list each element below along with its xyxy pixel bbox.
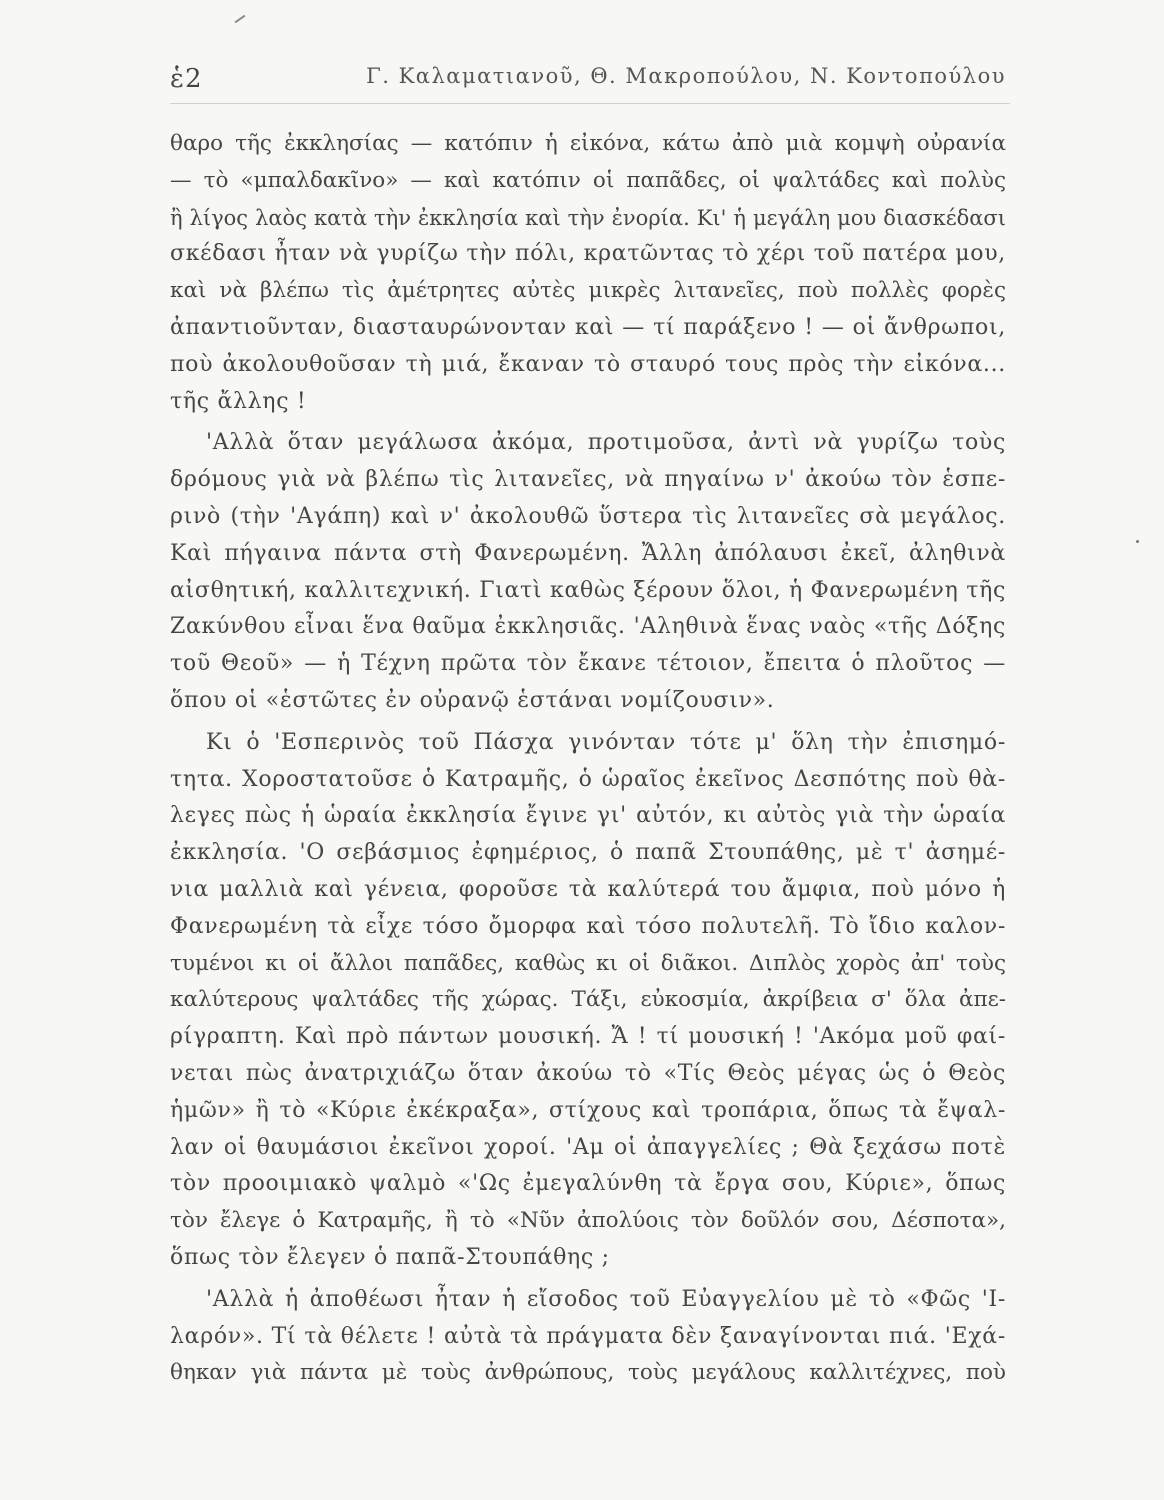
text-body bbox=[170, 126, 1006, 1392]
text-line: ρινὸ (τὴν 'Αγάπη) καὶ ν' ἀκολουθῶ ὕστερα τὶς λιτανεῖες σὰ μεγάλος. bbox=[170, 503, 1006, 529]
text-line: ἀπαντιοῦνταν, διασταυρώνονταν καὶ — τί παράξενο ! — οἱ ἄνθρωποι, bbox=[170, 314, 1006, 340]
text-line: ὅπως τὸν ἔλεγεν ὁ παπᾶ-Στουπάθης ; bbox=[170, 1244, 610, 1270]
text-line: καλύτερους ψαλτάδες τῆς χώρας. Τάξι, εὐκοσμία, ἀκρίβεια σ' ὅλα ἀπε- bbox=[170, 987, 1006, 1013]
text-line: 'Αλλὰ ὅταν μεγάλωσα ἀκόμα, προτιμοῦσα, ἀντὶ νὰ γυρίζω τοὺς bbox=[206, 430, 1006, 456]
page-number: ἑ2 bbox=[170, 64, 203, 94]
text-line: δρόμους γιὰ νὰ βλέπω τὶς λιτανεῖες, νὰ πηγαίνω ν' ἀκούω τὸν ἑσπε- bbox=[170, 467, 1006, 493]
text-line: αἰσθητική, καλλιτεχνική. Γιατὶ καθὼς ξέρουν ὅλοι, ἡ Φανερωμένη τῆς bbox=[170, 577, 1006, 603]
text-line: τητα. Χοροστατοῦσε ὁ Κατραμῆς, ὁ ὡραῖος ἐκεῖνος Δεσπότης ποὺ θὰ- bbox=[170, 766, 1006, 792]
text-line: καὶ νὰ βλέπω τὶς ἀμέτρητες αὐτὲς μικρὲς λιτανεῖες, ποὺ πολλὲς φορὲς bbox=[170, 278, 1006, 304]
text-line: τυμένοι κι οἱ ἄλλοι παπᾶδες, καθὼς κι οἱ διᾶκοι. Διπλὸς χορὸς ἀπ' τοὺς bbox=[170, 950, 1006, 976]
text-line: τοῦ Θεοῦ» — ἡ Τέχνη πρῶτα τὸν ἔκανε τέτοιον, ἔπειτα ὁ πλοῦτος — bbox=[170, 651, 1006, 677]
text-line: Ζακύνθου εἶναι ἕνα θαῦμα ἐκκλησιᾶς. 'Αληθινὰ ἕνας ναὸς «τῆς Δόξης bbox=[170, 614, 1006, 640]
text-line: λαν οἱ θαυμάσιοι ἐκεῖνοι χοροί. 'Αμ οἱ ἀπαγγελίες ; Θὰ ξεχάσω ποτὲ bbox=[170, 1134, 1006, 1160]
pencil-mark bbox=[235, 15, 246, 24]
text-line: ἡμῶν» ἢ τὸ «Κύριε ἐκέκραξα», στίχους καὶ τροπάρια, ὅπως τὰ ἔψαλ- bbox=[170, 1097, 1006, 1123]
text-line: Φανερωμένη τὰ εἶχε τόσο ὄμορφα καὶ τόσο πολυτελῆ. Τὸ ἴδιο καλον- bbox=[170, 913, 1006, 939]
text-line: — τὸ «μπαλδακῖνο» — καὶ κατόπιν οἱ παπᾶδες, οἱ ψαλτάδες καὶ πολὺς bbox=[170, 167, 1006, 193]
text-line: ποὺ ἀκολουθοῦσαν τὴ μιά, ἔκαναν τὸ σταυρό τους πρὸς τὴν εἰκόνα... bbox=[170, 351, 1006, 377]
text-line: νεται πὼς ἀνατριχιάζω ὅταν ἀκούω τὸ «Τίς Θεὸς μέγας ὡς ὁ Θεὸς bbox=[170, 1060, 1006, 1086]
text-line: 'Αλλὰ ἡ ἀποθέωσι ἦταν ἡ εἴσοδος τοῦ Εὐαγγελίου μὲ τὸ «Φῶς 'Ι- bbox=[206, 1286, 1006, 1312]
text-line: Κι ὁ 'Εσπερινὸς τοῦ Πάσχα γινόνταν τότε μ' ὅλη τὴν ἐπισημό- bbox=[206, 729, 1006, 755]
paragraph bbox=[170, 1282, 1006, 1392]
paragraph bbox=[170, 425, 1006, 719]
text-line: τὸν ἔλεγε ὁ Κατραμῆς, ἢ τὸ «Νῦν ἀπολύοις τὸν δοῦλόν σου, Δέσποτα», bbox=[170, 1208, 1006, 1234]
text-line: τῆς ἄλλης ! bbox=[170, 388, 307, 414]
text-line: ἢ λίγος λαὸς κατὰ τὴν ἐκκλησία καὶ τὴν ἐνορία. Κι' ἡ μεγάλη μου διασκέδασι bbox=[170, 205, 1006, 230]
text-line: τὸν προοιμιακὸ ψαλμὸ «'Ως ἐμεγαλύνθη τὰ ἔργα σου, Κύριε», ὅπως bbox=[170, 1171, 1006, 1197]
text-line: λαρόν». Τί τὰ θέλετε ! αὐτὰ τὰ πράγματα δὲν ξαναγίνονται πιά. 'Εχά- bbox=[170, 1323, 1006, 1349]
page-header bbox=[170, 58, 1006, 98]
paragraph bbox=[170, 725, 1006, 1277]
paragraph bbox=[170, 126, 1006, 420]
text-line: νια μαλλιὰ καὶ γένεια, φοροῦσε τὰ καλύτερά του ἄμφια, ποὺ μόνο ἡ bbox=[170, 876, 1006, 902]
text-line: Καὶ πήγαινα πάντα στὴ Φανερωμένη. Ἄλλη ἀπόλαυσι ἐκεῖ, ἀληθινὰ bbox=[170, 540, 1006, 566]
page-speck bbox=[1136, 540, 1139, 543]
text-line: θηκαν γιὰ πάντα μὲ τοὺς ἀνθρώπους, τοὺς μεγάλους καλλιτέχνες, ποὺ bbox=[170, 1360, 1006, 1386]
header-rule bbox=[170, 103, 1010, 104]
text-line: λεγες πὼς ἡ ὡραία ἐκκλησία ἔγινε γι' αὐτόν, κι αὐτὸς γιὰ τὴν ὡραία bbox=[170, 803, 1006, 829]
running-head: Γ. Καλαματιανοῦ, Θ. Μακροπούλου, Ν. Κοντοπούλου bbox=[366, 64, 1006, 88]
text-line: ὅπου οἱ «ἑστῶτες ἐν οὐρανῷ ἑστάναι νομίζουσιν». bbox=[170, 687, 775, 713]
text-line: ρίγραπτη. Καὶ πρὸ πάντων μουσική. Ἄ ! τί μουσική ! 'Ακόμα μοῦ φαί- bbox=[170, 1024, 1006, 1050]
text-line: ἐκκλησία. 'Ο σεβάσμιος ἐφημέριος, ὁ παπᾶ Στουπάθης, μὲ τ' ἀσημέ- bbox=[170, 840, 1006, 866]
text-line: σκέδασι ἦταν νὰ γυρίζω τὴν πόλι, κρατῶντας τὸ χέρι τοῦ πατέρα μου, bbox=[170, 241, 1006, 267]
text-line: θαρο τῆς ἐκκλησίας — κατόπιν ἡ εἰκόνα, κάτω ἀπὸ μιὰ κομψὴ οὐρανία bbox=[170, 131, 1006, 156]
